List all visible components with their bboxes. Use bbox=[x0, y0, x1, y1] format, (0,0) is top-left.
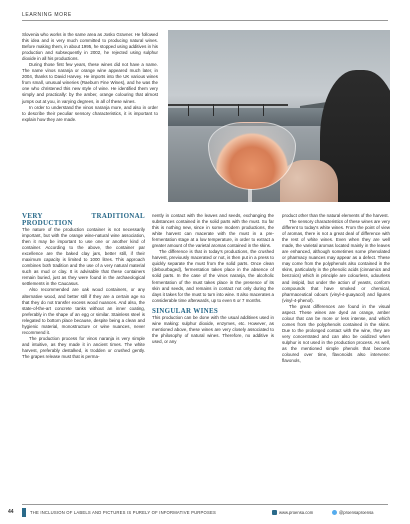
section-label: LEARNING MORE bbox=[22, 12, 72, 18]
wine-glass-photo bbox=[168, 30, 390, 202]
footer-rule bbox=[22, 504, 388, 505]
photo-pier-post bbox=[188, 104, 189, 116]
paragraph: The nature of the production container is not necessarily important, but with the orange wine-natural wine association, then it may be important to use one or another kind of container. According to the above, the container par excellence are the baked clay jars, better still, if their maximum capacity is limited to 1000 litres. This approach combines both tradition and the use of a very natural material such as mud or clay. It is advisable that these containers remain buried, just as they were found in the archaeological settlements in the Caucasus. bbox=[22, 227, 145, 287]
photo-pier bbox=[168, 104, 288, 106]
paragraph: The difference is that in today's productions, the crushed harvest, previously macerated or not, is then put in a press to quickly separate the must from the solid parts. Once clean (debourbaged), fermentation takes place in the absence of solid parts. In the case of the vinos naranja, the alcoholic fermentation of the must takes place in the presence of its skin and seeds, and remains in contact not only during the days it takes for the must to turn into wine. It also macerates a considerable time afterwards, up to even 6 or 7 months. bbox=[152, 249, 274, 303]
paragraph: nently in contact with the leaves and seeds, exchanging the substances contained in the solid parts with the must. So far this is nothing new, since in some modern productions, the white harvest can macerate with the must in a pre-fermentation stage at a low temperature, in order to extract a greater amount of the varietal aromas contained in the skins. bbox=[152, 213, 274, 249]
section-heading: SINGULAR WINES bbox=[152, 306, 219, 315]
paragraph: The great differences are found in the visual aspect. These wines are dyed an orange, amber colour that can be more or less intense, and which comes from the polyphenols contained in the skins. Due to the prolonged contact with the wine, they are very concentrated and can also be oxidized when sulphur is not used in the production process. As well, as the mentioned simple phenols that become coloured over time, flavonoids also intervene: flavonols, bbox=[282, 303, 390, 364]
top-left-column bbox=[22, 32, 158, 123]
column-3 bbox=[282, 213, 390, 364]
section-heading: VERY TRADITIONAL PRODUCTION bbox=[22, 212, 145, 227]
social-handle-text: @proensaproensa bbox=[339, 510, 374, 515]
footer-social[interactable] bbox=[332, 510, 374, 515]
globe-icon bbox=[272, 510, 277, 515]
paragraph: During those first few years, these wines did not have a name. The name vinos naranja or orange wine appeared much later, in 2004, thanks to David Harvey. He imports into the UK various wines from small, unusual wineries (Raeburn Fine Wines), and he was the one who christened this new style of wine. He identified them very simply and practically: by the amber, orange colouring that almost jumps out at you, in varying degrees, in all of these wines. bbox=[22, 62, 158, 104]
page-number: 44 bbox=[8, 509, 14, 515]
paragraph: The sensory characteristics of these wines are very different to today's white wines. From the point of view of aromas, there is not a great deal of difference with the rest of white wines. Even when they are well made, the varietal aromas located mainly in the leaves are enhanced, although sometimes some phenolated or pharmacy nuances may appear as a defect. These may come from the polyphenols also contained in the skins, particularly in the phenolic acids (cinnamics and benzoics) which in principle are colourless, odourless and insipid, but under the action of yeasts, conform compounds that have smoked or chemical, pharmaceutical odours (vinyl-4-guayacol) and ligures (vinyl-4-phenol). bbox=[282, 219, 390, 303]
photo-pier-post bbox=[213, 104, 214, 116]
paragraph: This production can be done with the usual additives used in wine making: sulphur dioxide, enzymes, etc. However, as mentioned above, these wines are very closely associated to the philosophy of natural wines. Therefore, no additive is used, or any bbox=[152, 314, 274, 344]
paragraph: In order to understand the vinos naranja more, and also in order to describe their peculiar sensory characteristics, it is important to explain how they are made. bbox=[22, 104, 158, 122]
paragraph: Slovenia who works in the same area as Josko Gravner. He followed this idea and is very much committed to producing natural wines. Before making them, in about 1995, he stopped using additives in his production and subsequently in 2002, he rejected using sulphur dioxide in all his productions. bbox=[22, 32, 158, 62]
website-text: www.proensa.com bbox=[279, 510, 314, 515]
page-footer bbox=[0, 508, 410, 518]
paragraph: product other than the natural elements of the harvest. bbox=[282, 213, 389, 218]
twitter-icon bbox=[332, 510, 337, 515]
photo-pier-post bbox=[263, 104, 264, 116]
paragraph: The production process for vinos naranja is very simple and intuitive, as they made it in ancient times. The white harvest, preferably destalked, is trodden or crushed gently. The grapes release must that is perma- bbox=[22, 335, 145, 359]
footer-website[interactable] bbox=[272, 510, 313, 515]
column-2 bbox=[152, 213, 274, 345]
header-rule bbox=[22, 20, 388, 21]
footer-notice: THE INCLUSION OF LABELS AND PICTURES IS PURELY OF INFORMATIVE PURPOSES bbox=[30, 510, 216, 515]
column-1 bbox=[22, 213, 145, 360]
photo-pier-post bbox=[238, 104, 239, 116]
footer-accent-bar bbox=[22, 508, 26, 517]
paragraph: Also recommended are oak wood containers, or any alternative wood, and better still if they are a certain age so that they do not transfer excess wood nuances. And also, the state-of-the-art concrete tanks without an inner coating, preferably in the shape of an egg or similar. Stainless steel is relegated to bottom place because, despite being a clean and hygienic material, monostructure or wine nuances, never recommend it. bbox=[22, 287, 145, 335]
